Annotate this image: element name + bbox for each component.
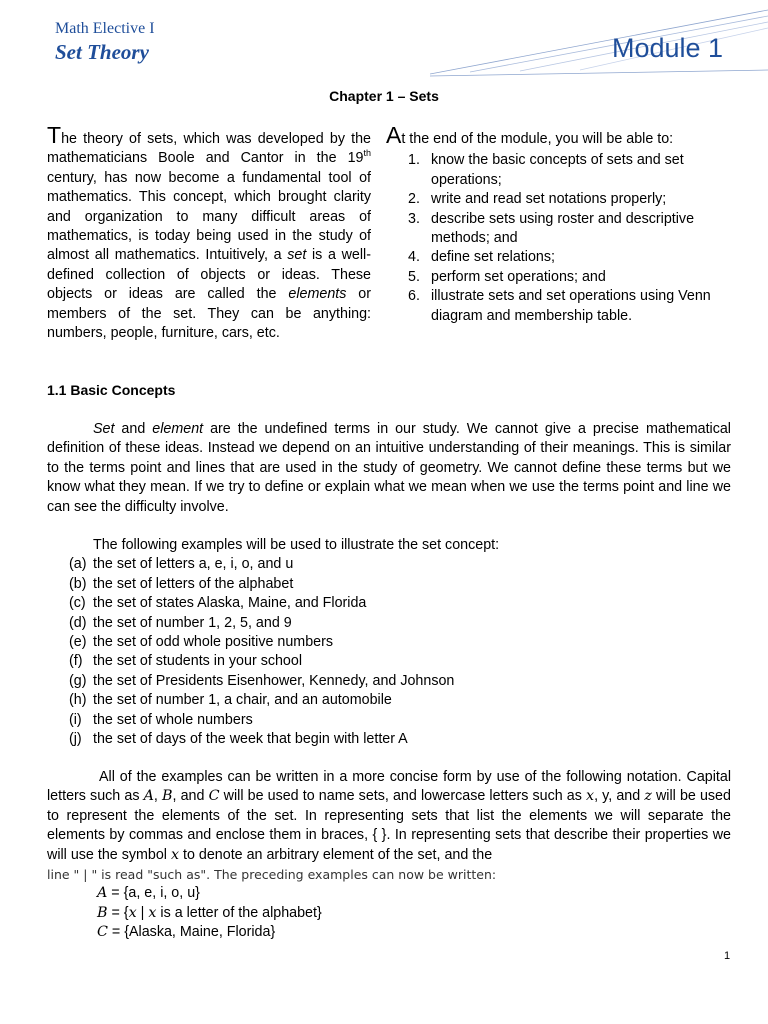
list-item: 1. know the basic concepts of sets and set operations;	[408, 152, 684, 188]
list-item: 6. illustrate sets and set operations using Venn diagram and membership table.	[408, 288, 711, 324]
list-item: (d) the set of number 1, 2, 5, and 9	[69, 614, 292, 631]
notation-line: line " | " is read "such as". The preceding examples can now be written:	[47, 867, 497, 883]
list-item: (b) the set of letters of the alphabet	[69, 575, 294, 592]
set-definition-b: B = {x | x is a letter of the alphabet}	[97, 904, 322, 921]
module-label: Module 1	[612, 33, 724, 63]
list-item: (e) the set of odd whole positive numbers	[69, 634, 334, 651]
examples-block	[47, 536, 731, 749]
list-item: (i) the set of whole numbers	[69, 711, 253, 728]
topic-title: Set Theory	[55, 40, 149, 64]
section-heading: 1.1 Basic Concepts	[47, 382, 176, 398]
basic-concepts-paragraph: Set and element are the undefined terms in our study. We cannot give a precise mathematical definition of these ideas. Instead we depend on an intuitive understanding of their meanings. This is similar to the terms point and lines that are used in the study of geometry. We cannot define these terms but we know what they mean. If we try to define or explain what we mean when we use the terms point and line we can see the difficulty involve.	[47, 421, 731, 515]
chapter-title: Chapter 1 – Sets	[329, 88, 439, 104]
intro-paragraph: The theory of sets, which was developed by the mathematicians Boole and Cantor in the 19th century, has now become a fundamental tool of mathematics. This concept, which brought clarity and organization to many difficult areas of mathematics, is today being used in the study of almost all mathematics. Intuitively, a set is a well-defined collection of objects or ideas. These objects or ideas are called the elements or members of the set. They can be anything: numbers, people, furniture, cars, etc.	[47, 122, 372, 342]
set-definition-c: C = {Alaska, Maine, Florida}	[97, 924, 276, 941]
list-item: 2. write and read set notations properly;	[408, 191, 667, 208]
list-item: 5. perform set operations; and	[408, 268, 606, 285]
course-title: Math Elective I	[55, 20, 155, 37]
list-item: (a) the set of letters a, e, i, o, and u	[69, 556, 294, 573]
list-item: (h) the set of number 1, a chair, and an automobile	[69, 692, 392, 709]
examples-list	[47, 555, 731, 749]
objectives-lead: At the end of the module, you will be able to:	[386, 122, 674, 148]
list-item: (j) the set of days of the week that begin with letter A	[69, 731, 408, 748]
list-item: (c) the set of states Alaska, Maine, and Florida	[69, 595, 367, 612]
set-definitions	[47, 884, 731, 942]
list-item: (f) the set of students in your school	[69, 653, 303, 670]
list-item: (g) the set of Presidents Eisenhower, Kennedy, and Johnson	[69, 672, 455, 689]
list-item: 3. describe sets using roster and descriptive methods; and	[408, 210, 695, 247]
list-item: 4. define set relations;	[408, 249, 555, 266]
objectives-block	[386, 122, 716, 326]
intro-dropcap: T	[47, 122, 62, 148]
examples-lead: The following examples will be used to illustrate the set concept:	[93, 537, 500, 553]
set-definition-a: A = {a, e, i, o, u}	[97, 885, 200, 902]
objectives-list	[386, 151, 716, 326]
page-number: 1	[724, 950, 731, 962]
notation-paragraph: All of the examples can be written in a more concise form by use of the following notation. Capital letters such as A, B, and C will be used to name sets, and lowercase letters such as x, y, and z will be used to represent the elements of the set. In representing sets that list the elements we will separate the elements by commas and enclose them in braces, { }. In representing sets that describe their properties we will use the symbol x to denote an arbitrary element of the set, and the line " | " is read "such as". The preceding examples can now be written: A = {a, e, i, o, u} B = {x | x is a letter of the alphabet} C = {Alaska, Maine, Florida}	[47, 768, 731, 943]
